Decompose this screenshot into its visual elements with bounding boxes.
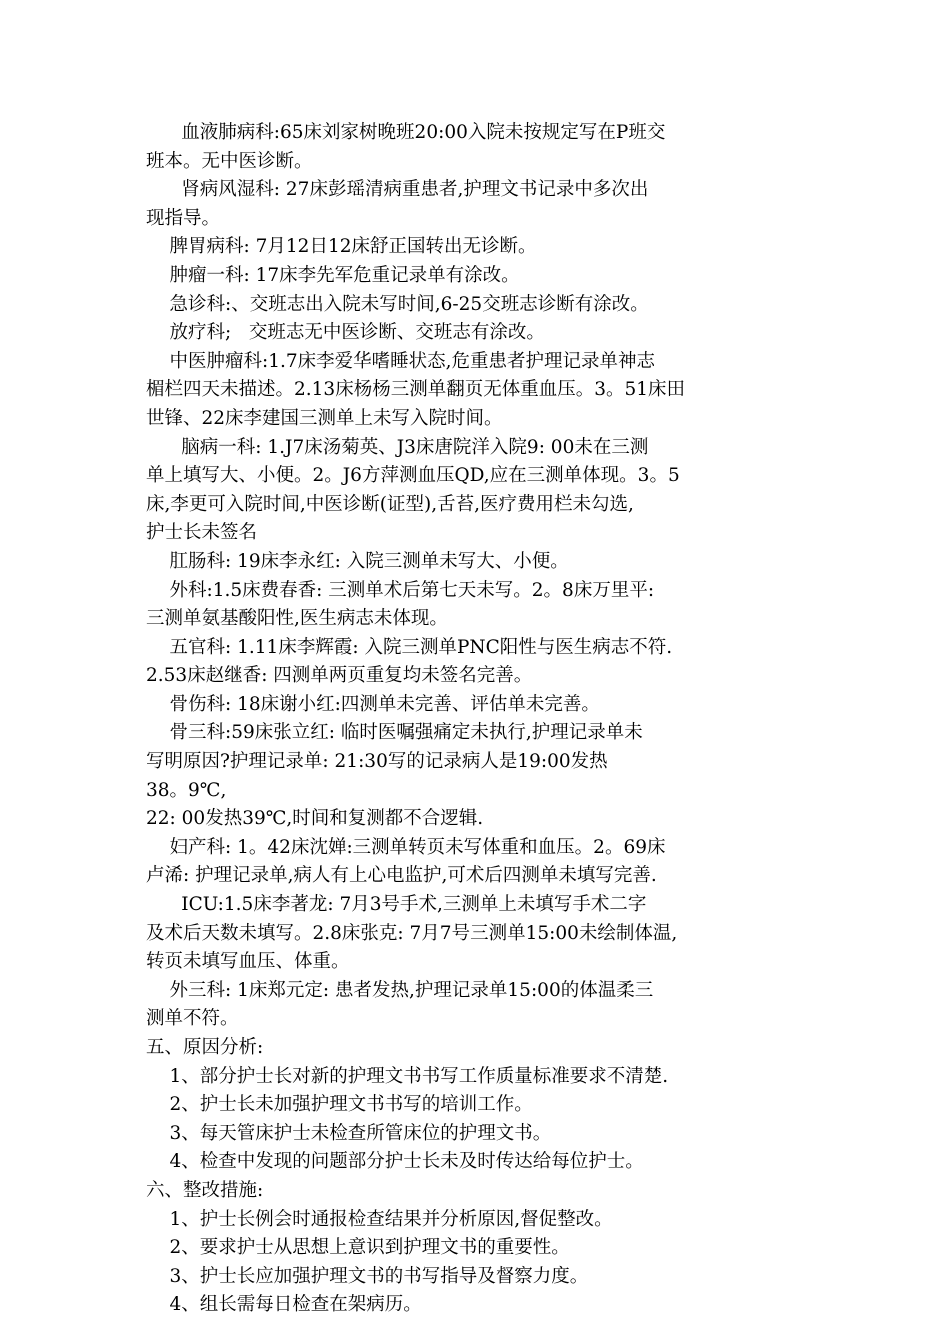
document-line: 楣栏四天未描述。2.13床杨杨三测单翻页无体重血压。3。51床田 [146, 379, 686, 401]
document-line: 放疗科; 交班志无中医诊断、交班志有涂改。 [146, 322, 545, 344]
document-line: 肿瘤一科: 17床李先军危重记录单有涂改。 [146, 264, 520, 286]
document-line: 3、每天管床护士未检查所管床位的护理文书。 [146, 1122, 552, 1144]
document-line: 肛肠科: 19床李永红: 入院三测单未写大、小便。 [146, 550, 569, 572]
document-line: 外三科: 1床郑元定: 患者发热,护理记录单15:00的体温柔三 [146, 979, 654, 1001]
document-line: 血液肺病科:65床刘家树晚班20:00入院未按规定写在P班交 [146, 122, 666, 143]
document-line: 卢浠: 护理记录单,病人有上心电监护,可术后四测单未填写完善. [146, 865, 657, 887]
document-line: 38。9℃, [146, 779, 227, 801]
document-line: 4、检查中发现的问题部分护士长未及时传达给每位护士。 [146, 1151, 644, 1173]
document-line: ICU:1.5床李著龙: 7月3号手术,三测单上未填写手术二字 [146, 894, 647, 916]
document-line: 六、整改措施: [146, 1179, 264, 1201]
document-line: 中医肿瘤科:1.7床李爱华嗜睡状态,危重患者护理记录单神志 [146, 350, 656, 372]
document-line: 脑病一科: 1.J7床汤菊英、J3床唐院洋入院9: 00未在三测 [146, 436, 649, 458]
document-line: 及术后天数未填写。2.8床张克: 7月7号三测单15:00未绘制体温, [146, 922, 678, 944]
document-line: 22: 00发热39℃,时间和复测都不合逻辑. [146, 808, 484, 830]
document-line: 2.53床赵继香: 四测单两页重复均未签名完善。 [146, 665, 533, 687]
document-line: 转页未填写血压、体重。 [146, 951, 350, 973]
document-line: 4、组长需每日检查在架病历。 [146, 1294, 422, 1316]
document-line: 世锋、22床李建国三测单上未写入院时间。 [146, 407, 503, 429]
document-line: 三测单氨基酸阳性,医生病志未体现。 [146, 608, 448, 630]
document-line: 2、要求护士从思想上意识到护理文书的重要性。 [146, 1237, 570, 1259]
document-line: 1、护士长例会时通报检查结果并分析原因,督促整改。 [146, 1208, 613, 1230]
document-line: 班本。无中医诊断。 [146, 150, 313, 172]
document-line: 急诊科:、交班志出入院未写时间,6-25交班志诊断有涂改。 [146, 293, 649, 315]
document-line: 床,李更可入院时间,中医诊断(证型),舌苔,医疗费用栏未勾选, [146, 493, 634, 515]
document-line: 2、护士长未加强护理文书书写的培训工作。 [146, 1094, 533, 1116]
document-line: 现指导。 [146, 207, 221, 229]
document-line: 肾病风湿科: 27床彭瑶清病重患者,护理文书记录中多次出 [146, 179, 649, 201]
document-line: 骨三科:59床张立红: 临时医嘱强痛定未执行,护理记录单未 [146, 722, 643, 744]
document-body [146, 119, 816, 1320]
document-line: 妇产科: 1。42床沈婵:三测单转页未写体重和血压。2。69床 [146, 836, 666, 858]
document-line: 测单不符。 [146, 1008, 239, 1030]
document-line: 五、原因分析: [146, 1037, 264, 1058]
document-line: 五官科: 1.11床李辉霞: 入院三测单PNC阳性与医生病志不符. [146, 636, 673, 658]
document-line: 骨伤科: 18床谢小红:四测单未完善、评估单未完善。 [146, 693, 600, 715]
document-line: 护士长未签名 [146, 522, 258, 544]
document-line: 外科:1.5床费春香: 三测单术后第七天未写。2。8床万里平: [146, 579, 655, 601]
document-line: 3、护士长应加强护理文书的书写指导及督察力度。 [146, 1265, 589, 1287]
document-line: 1、部分护士长对新的护理文书书写工作质量标准要求不清楚. [146, 1065, 669, 1087]
document-line: 写明原因?护理记录单: 21:30写的记录病人是19:00发热 [146, 751, 608, 773]
document-line: 脾胃病科: 7月12日12床舒正国转出无诊断。 [146, 236, 537, 258]
document-line: 单上填写大、小便。2。J6方萍测血压QD,应在三测单体现。3。5 [146, 465, 680, 487]
